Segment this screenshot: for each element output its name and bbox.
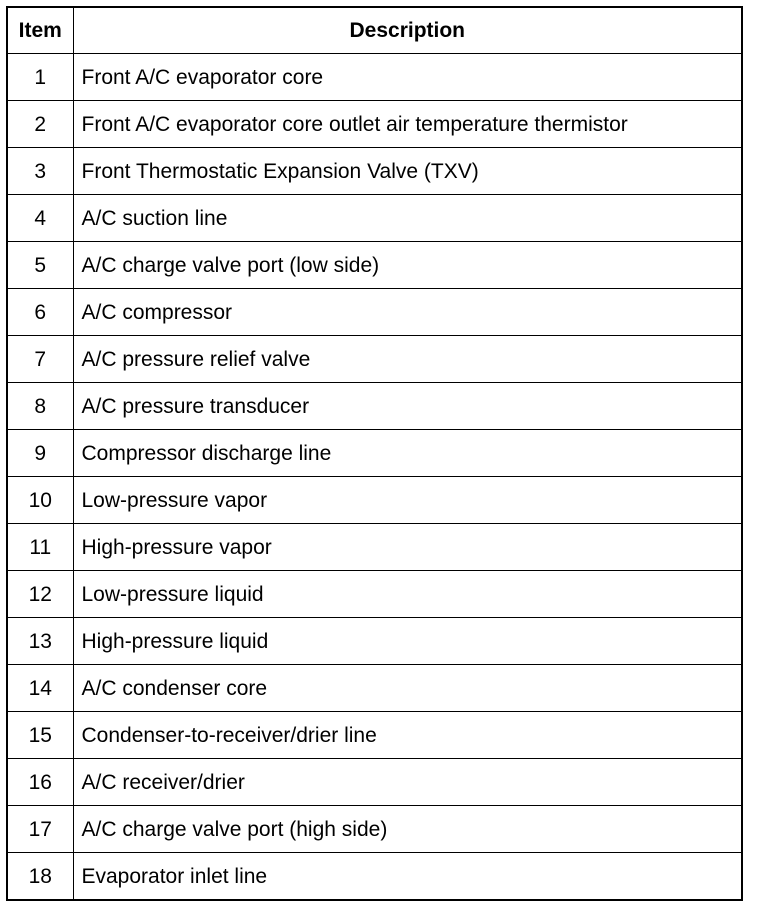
table-row	[7, 571, 742, 618]
item-description: Compressor discharge line	[73, 430, 742, 477]
item-description: Front Thermostatic Expansion Valve (TXV)	[73, 148, 742, 195]
table-row	[7, 712, 742, 759]
item-description: Condenser-to-receiver/drier line	[73, 712, 742, 759]
item-description: A/C pressure relief valve	[73, 336, 742, 383]
item-number: 13	[7, 618, 73, 665]
item-description: Front A/C evaporator core	[73, 54, 742, 101]
table-row	[7, 336, 742, 383]
table-row	[7, 853, 742, 901]
item-description: A/C charge valve port (low side)	[73, 242, 742, 289]
table-row	[7, 195, 742, 242]
item-description: A/C suction line	[73, 195, 742, 242]
description-column-header: Description	[73, 7, 742, 54]
header-row	[7, 7, 742, 54]
item-number: 8	[7, 383, 73, 430]
item-number: 16	[7, 759, 73, 806]
item-description: A/C receiver/drier	[73, 759, 742, 806]
table-row	[7, 806, 742, 853]
item-number: 14	[7, 665, 73, 712]
table-row	[7, 148, 742, 195]
item-description: A/C pressure transducer	[73, 383, 742, 430]
table-row	[7, 54, 742, 101]
item-description: Evaporator inlet line	[73, 853, 742, 901]
item-description: Low-pressure liquid	[73, 571, 742, 618]
item-number: 11	[7, 524, 73, 571]
item-number: 18	[7, 853, 73, 901]
table-row	[7, 383, 742, 430]
item-number: 7	[7, 336, 73, 383]
item-column-header: Item	[7, 7, 73, 54]
item-description: Low-pressure vapor	[73, 477, 742, 524]
item-description: High-pressure liquid	[73, 618, 742, 665]
item-number: 2	[7, 101, 73, 148]
table-row	[7, 618, 742, 665]
item-description: A/C charge valve port (high side)	[73, 806, 742, 853]
item-number: 3	[7, 148, 73, 195]
table-row	[7, 101, 742, 148]
table-row	[7, 430, 742, 477]
table-row	[7, 477, 742, 524]
item-description: Front A/C evaporator core outlet air temperature thermistor	[73, 101, 742, 148]
item-description: High-pressure vapor	[73, 524, 742, 571]
item-number: 12	[7, 571, 73, 618]
table-row	[7, 759, 742, 806]
item-description: A/C compressor	[73, 289, 742, 336]
table-row	[7, 665, 742, 712]
item-legend-table	[6, 6, 743, 901]
table-row	[7, 524, 742, 571]
legend-body	[7, 54, 742, 901]
item-number: 5	[7, 242, 73, 289]
item-number: 15	[7, 712, 73, 759]
item-number: 6	[7, 289, 73, 336]
item-description: A/C condenser core	[73, 665, 742, 712]
item-number: 10	[7, 477, 73, 524]
item-number: 17	[7, 806, 73, 853]
item-number: 1	[7, 54, 73, 101]
item-number: 4	[7, 195, 73, 242]
table-row	[7, 289, 742, 336]
item-number: 9	[7, 430, 73, 477]
table-row	[7, 242, 742, 289]
